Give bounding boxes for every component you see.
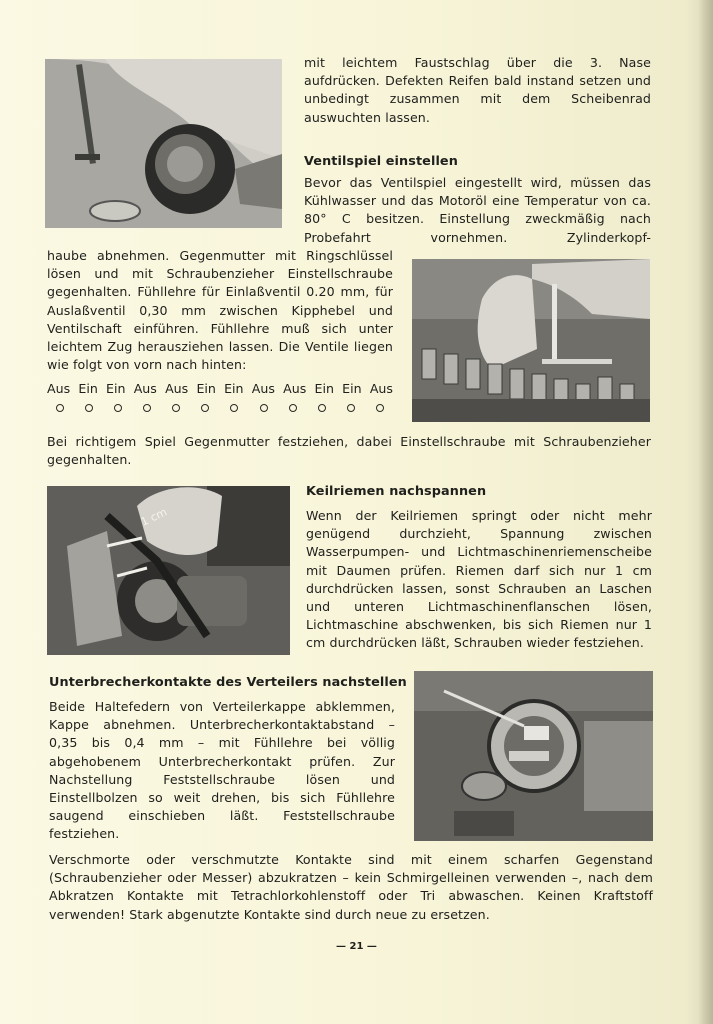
valve-marker-circle: [201, 404, 209, 412]
valve-label: Ein: [78, 381, 98, 396]
valve-order-row: [47, 381, 393, 396]
valve-label: Ein: [342, 381, 362, 396]
valve-label: Aus: [165, 381, 189, 396]
photo-wheel-jack: [45, 59, 282, 228]
valve-marker-circle: [114, 404, 122, 412]
valve-label: Ein: [196, 381, 216, 396]
heading-unterbrecher: Unterbrecherkontakte des Verteilers nachstellen: [49, 675, 407, 690]
valve-label: Ein: [224, 381, 244, 396]
page-binding-shadow: [697, 0, 713, 1024]
photo-v-belt: [47, 486, 290, 655]
photo-distributor: [414, 671, 653, 841]
valve-label: Ein: [314, 381, 334, 396]
valve-label: Aus: [251, 381, 275, 396]
ventilspiel-paragraph-b: haube abnehmen. Gegenmutter mit Ringschlüssel lösen und mit Schraubenzieher Einstellschraube gegenhalten. Fühllehre für Einlaßventil 0.20 mm, für Auslaßventil 0,30 mm zwischen Kipphebel und Ventilschaft einführen. Fühllehre muß sich unter leichtem Zug herausziehen lassen. Die Ventile liegen wie folgt von vorn nach hinten:: [47, 248, 393, 373]
valve-label: Aus: [369, 381, 393, 396]
photo-valve-adjustment: [412, 259, 650, 422]
keilriemen-paragraph: Wenn der Keilriemen springt oder nicht mehr genügend durchzieht, Spannung zwischen Wasserpumpen- und Lichtmaschinenriemenscheibe mit Daumen prüfen. Riemen darf sich nur 1 cm durchdrücken lassen, sonst Schrauben an Laschen und unteren Lichtmaschinenflanschen lösen, Lichtmaschine abschwenken, bis sich Riemen nur 1 cm durchdrücken läßt, Schrauben wieder festziehen.: [306, 508, 652, 651]
valve-marker-circle: [85, 404, 93, 412]
unterbrecher-paragraph-b: Verschmorte oder verschmutzte Kontakte sind mit einem scharfen Gegenstand (Schraubenzieher oder Messer) abzukratzen – kein Schmirgelleinen verwenden –, nach dem Abkratzen Kontakte mit Tetrachlorkohlenstoff oder Tri abwaschen. Keinen Kraftstoff verwenden! Stark abgenutzte Kontakte sind durch neue zu ersetzen.: [49, 852, 653, 922]
intro-paragraph: mit leichtem Faustschlag über die 3. Nase aufdrücken. Defekten Reifen bald instand setzen und unbedingt zusammen mit dem Scheibenrad auswuchten lassen.: [304, 55, 651, 125]
valve-marker-circle: [172, 404, 180, 412]
valve-marker-row: [56, 404, 384, 412]
valve-marker-circle: [260, 404, 268, 412]
valve-marker-circle: [376, 404, 384, 412]
valve-label: Aus: [133, 381, 157, 396]
valve-label: Ein: [106, 381, 126, 396]
valve-label: Aus: [47, 381, 71, 396]
heading-ventilspiel: Ventilspiel einstellen: [304, 154, 458, 169]
heading-keilriemen: Keilriemen nachspannen: [306, 484, 487, 499]
page-number: — 21 —: [336, 941, 377, 952]
ventilspiel-paragraph-c: Bei richtigem Spiel Gegenmutter festziehen, dabei Einstellschraube mit Schraubenzieher gegenhalten.: [47, 434, 651, 468]
ventilspiel-paragraph-a: Bevor das Ventilspiel eingestellt wird, müssen das Kühlwasser und das Motoröl eine Temperatur von ca. 80° C besitzen. Einstellung zweckmäßig nach Probefahrt vornehmen. Zylinderkopf-: [304, 175, 651, 245]
photo-label-1cm: 1 cm: [138, 505, 169, 529]
valve-marker-circle: [230, 404, 238, 412]
valve-marker-circle: [56, 404, 64, 412]
valve-label: Aus: [283, 381, 307, 396]
valve-marker-circle: [347, 404, 355, 412]
valve-marker-circle: [289, 404, 297, 412]
valve-marker-circle: [143, 404, 151, 412]
unterbrecher-paragraph-a: Beide Haltefedern von Verteilerkappe abklemmen, Kappe abnehmen. Unterbrecherkontaktabstand – 0,35 bis 0,4 mm – mit Fühllehre bei völlig abgehobenem Unterbrecherkontakt prüfen. Zur Nachstellung Feststellschraube lösen und Einstellbolzen so weit drehen, bis sich Fühllehre saugend einschieben läßt. Feststellschraube festziehen.: [49, 699, 395, 842]
valve-marker-circle: [318, 404, 326, 412]
